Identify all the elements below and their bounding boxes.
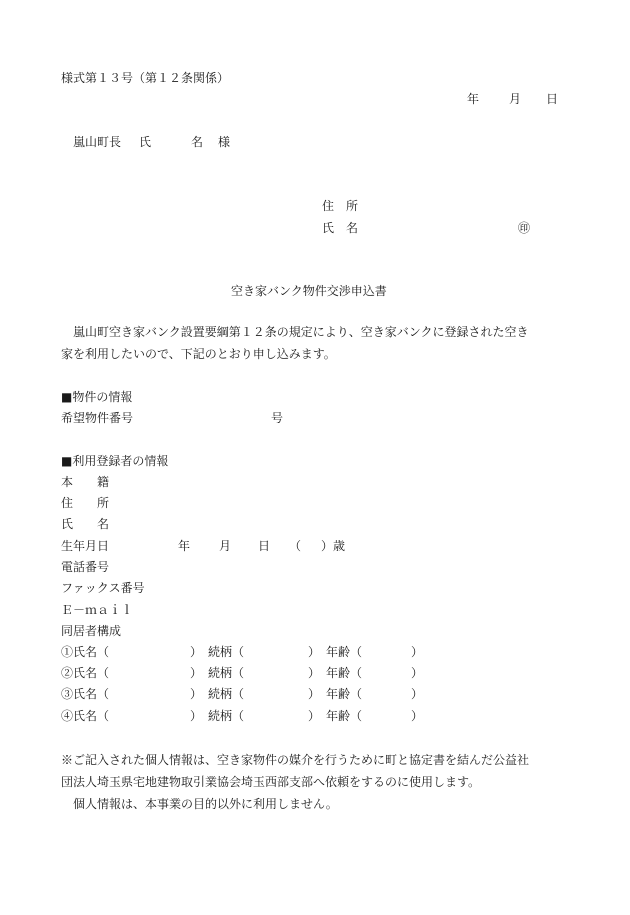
member-age-label: ） 年齢（ (308, 709, 363, 723)
intro-paragraph (61, 321, 571, 365)
property-number-label: 希望物件番号 (61, 411, 134, 425)
property-number-suffix: 号 (271, 411, 284, 425)
address-label: 住 所 (61, 496, 110, 510)
member-age-label: ） 年齢（ (308, 645, 363, 659)
date-year: 年 (467, 92, 480, 106)
form-number: 様式第１３号（第１２条関係） (61, 71, 230, 85)
member-name-label: ④氏名（ (61, 709, 110, 723)
phone-label: 電話番号 (61, 560, 110, 574)
member-age-label: ） 年齢（ (308, 666, 363, 680)
member-name-label: ①氏名（ (61, 645, 110, 659)
birth-day: 日 (258, 539, 271, 553)
applicant-address-label: 住 所 (322, 199, 359, 213)
addressee-honorific-2: 名 (191, 135, 204, 149)
addressee-honorific-1: 氏 (139, 135, 152, 149)
member-relation-label: ） 続柄（ (190, 645, 245, 659)
form-title: 空き家バンク物件交渉申込書 (231, 284, 387, 298)
property-section-heading: ■物件の情報 (61, 390, 133, 404)
age-close: ）歳 (321, 539, 346, 553)
intro-line-1: 嵐山町空き家バンク設置要綱第１２条の規定により、空き家バンクに登録された空き (73, 325, 529, 339)
member-age-label: ） 年齢（ (308, 687, 363, 701)
birth-label: 生年月日 (61, 539, 110, 553)
member-relation-label: ） 続柄（ (190, 709, 245, 723)
member-close: ） (411, 645, 424, 659)
member-close: ） (411, 687, 424, 701)
member-relation-label: ） 続柄（ (190, 666, 245, 680)
addressee-office: 嵐山町長 (73, 135, 122, 149)
applicant-name-label: 氏 名 (322, 221, 359, 235)
name-label: 氏 名 (61, 517, 110, 531)
fax-label: ファックス番号 (61, 581, 145, 595)
member-relation-label: ） 続柄（ (190, 687, 245, 701)
addressee-sama: 様 (218, 135, 231, 149)
intro-line-2: 家を利用したいので、下記のとおり申し込みます。 (61, 347, 336, 361)
domicile-label: 本 籍 (61, 475, 110, 489)
email-label: Ｅ－ｍａｉｌ (61, 603, 134, 617)
birth-month: 月 (219, 539, 232, 553)
member-close: ） (411, 666, 424, 680)
notice-line-1: ※ご記入された個人情報は、空き家物件の媒介を行うために町と協定書を結んだ公益社 (61, 753, 530, 767)
member-name-label: ③氏名（ (61, 687, 110, 701)
privacy-notice (61, 749, 571, 815)
household-label: 同居者構成 (61, 624, 122, 638)
user-section-heading: ■利用登録者の情報 (61, 454, 169, 468)
member-name-label: ②氏名（ (61, 666, 110, 680)
date-day: 日 (546, 92, 559, 106)
seal-mark: ㊞ (518, 221, 531, 235)
notice-line-2: 団法人埼玉県宅地建物取引業協会埼玉西部支部へ依頼をするのに使用します。 (61, 775, 481, 789)
age-open: （ (289, 539, 302, 553)
birth-year: 年 (178, 539, 191, 553)
notice-line-3: 個人情報は、本事業の目的以外に利用しません。 (73, 797, 338, 811)
date-month: 月 (509, 92, 522, 106)
member-close: ） (411, 709, 424, 723)
